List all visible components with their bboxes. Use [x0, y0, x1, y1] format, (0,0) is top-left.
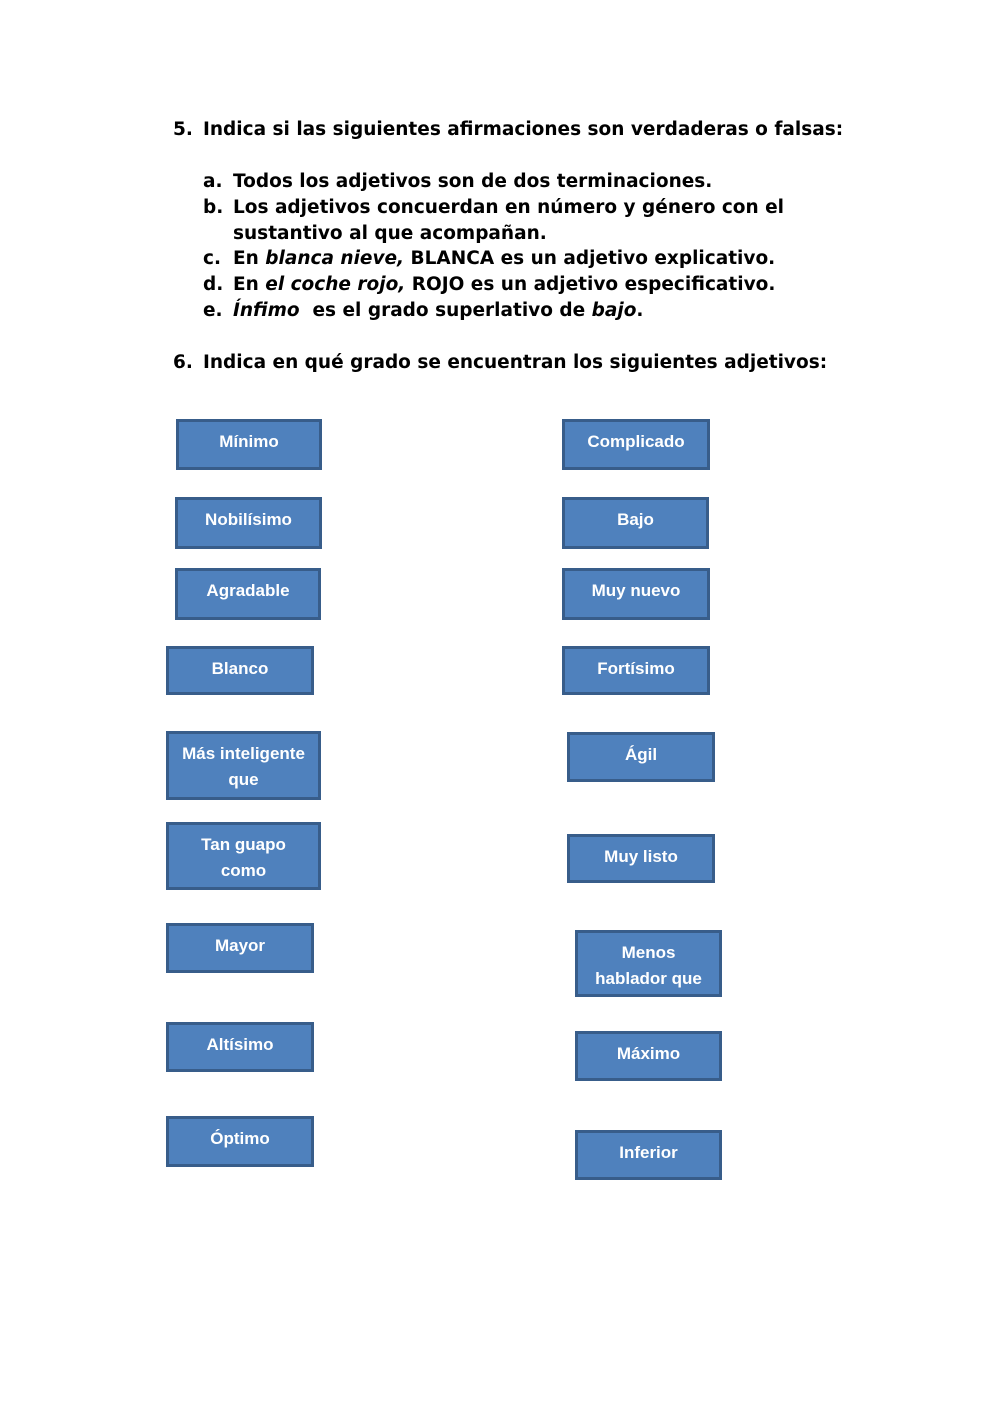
adjective-label: Bajo	[617, 510, 654, 529]
adjective-label: Complicado	[587, 432, 685, 451]
adjective-box-complicado[interactable]	[562, 419, 710, 470]
statement-text: Los adjetivos concuerdan en número y género con el	[233, 197, 785, 218]
statement-text-italic-2: bajo	[591, 300, 637, 321]
adjective-label: Mayor	[214, 936, 266, 955]
statement-letter: a.	[203, 171, 223, 192]
statement-text-italic: el coche rojo,	[265, 274, 406, 295]
adjective-label: Óptimo	[210, 1129, 270, 1148]
statement-text-pre: En	[233, 248, 259, 269]
adjective-label-line-2: que	[228, 770, 259, 789]
adjective-box-optimo[interactable]	[166, 1116, 314, 1167]
adjective-box-fortisimo[interactable]	[562, 646, 710, 695]
adjective-box-mas-inteligente-que[interactable]	[166, 731, 321, 800]
adjective-box-maximo[interactable]	[575, 1031, 722, 1081]
adjective-box-bajo[interactable]	[562, 497, 709, 549]
adjective-box-tan-guapo-como[interactable]	[166, 822, 321, 890]
statement-text-italic: Ínfimo	[233, 300, 300, 321]
adjective-label: Ágil	[624, 745, 658, 764]
statement-text-end: .	[636, 300, 644, 321]
question-title: Indica en qué grado se encuentran los siguientes adjetivos:	[203, 352, 828, 373]
adjective-box-minimo[interactable]	[176, 419, 322, 470]
statement-letter: b.	[203, 197, 224, 218]
adjective-box-blanco[interactable]	[166, 646, 314, 695]
adjective-label-line-2: como	[220, 861, 267, 880]
adjective-box-mayor[interactable]	[166, 923, 314, 973]
adjective-label: Altísimo	[206, 1035, 274, 1054]
statement-letter: d.	[203, 274, 224, 295]
adjective-label: Menos	[621, 943, 676, 962]
adjective-label: Mínimo	[219, 432, 279, 451]
adjective-box-agradable[interactable]	[175, 568, 321, 620]
statement-text: Todos los adjetivos son de dos terminaciones.	[233, 171, 713, 192]
adjective-label: Nobilísimo	[205, 510, 292, 529]
statement-text-pre: En	[233, 274, 259, 295]
adjective-box-menos-hablador-que[interactable]	[575, 930, 722, 997]
adjective-label: Agradable	[206, 581, 290, 600]
adjective-box-muy-nuevo[interactable]	[562, 568, 710, 620]
statement-text	[233, 272, 775, 298]
adjective-box-agil[interactable]	[567, 732, 715, 782]
adjective-label: Fortísimo	[597, 659, 675, 678]
adjective-box-altisimo[interactable]	[166, 1022, 314, 1072]
adjective-label: Muy listo	[604, 847, 678, 866]
statement-text-post: ROJO es un adjetivo especificativo.	[411, 274, 776, 295]
adjective-label-line-2: hablador que	[595, 969, 702, 988]
question-title: Indica si las siguientes afirmaciones son verdaderas o falsas:	[203, 119, 844, 140]
adjective-label: Tan guapo	[201, 835, 286, 854]
statement-letter: e.	[203, 300, 223, 321]
question-number: 6.	[173, 352, 193, 373]
adjective-label: Máximo	[616, 1044, 681, 1063]
statement-text-mid: es el grado superlativo de	[312, 300, 586, 321]
adjective-box-inferior[interactable]	[575, 1130, 722, 1180]
adjective-label: Muy nuevo	[591, 581, 681, 600]
adjective-box-muy-listo[interactable]	[567, 834, 715, 883]
adjective-box-nobilisimo[interactable]	[175, 497, 322, 549]
adjective-label: Blanco	[211, 659, 269, 678]
statement-letter: c.	[203, 248, 221, 269]
question-number: 5.	[173, 119, 193, 140]
statement-text	[233, 298, 643, 324]
statement-text-italic: blanca nieve,	[265, 248, 405, 269]
adjective-label: Más inteligente	[182, 744, 305, 763]
statement-text	[233, 246, 775, 272]
statement-text-continued: sustantivo al que acompañan.	[233, 223, 547, 244]
adjective-label: Inferior	[619, 1143, 678, 1162]
statement-text-post: BLANCA es un adjetivo explicativo.	[410, 248, 776, 269]
